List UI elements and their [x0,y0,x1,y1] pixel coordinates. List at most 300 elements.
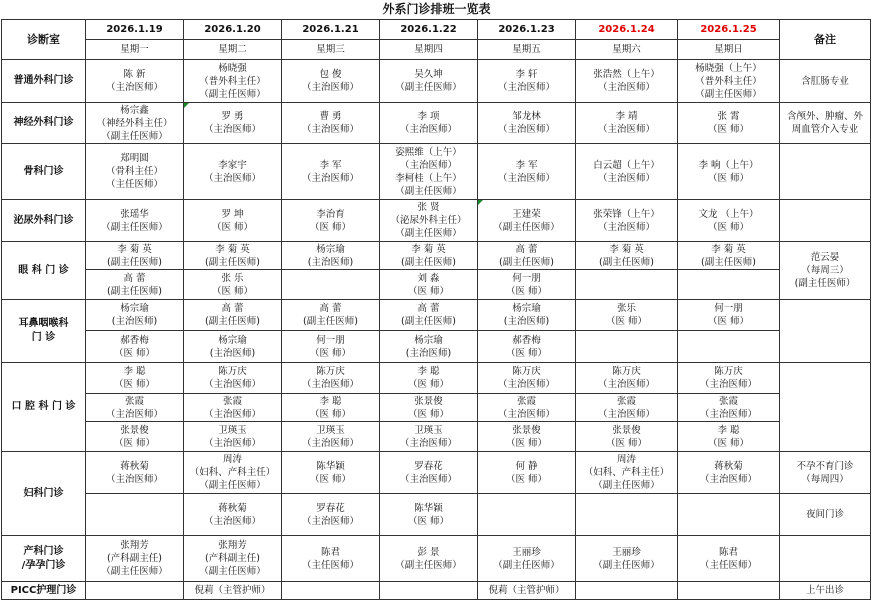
note-cell-line: 含肛肠专业 [801,75,849,87]
shift-cell-line: （医 师） [309,347,352,359]
department-name [2,363,86,452]
shift-cell [576,270,678,300]
shift-cell-line: 张瑶华 [120,208,149,220]
shift-cell [282,331,380,363]
shift-cell-line: （副主任医师） [593,559,660,571]
shift-cell-line: （医 师） [407,285,450,297]
shift-cell-line: （主治医师） [203,408,261,420]
shift-cell-line: 陈万庆 [512,366,541,377]
shift-cell [478,300,576,331]
shift-cell [678,422,780,452]
shift-cell [184,300,282,331]
shift-cell-line: 陈万庆 [218,366,247,377]
shift-cell-line: （医 师） [113,379,156,390]
shift-cell [86,582,184,600]
shift-cell-line: （医 师） [309,408,352,420]
shift-cell-line: （医 师） [707,437,750,449]
shift-cell [576,144,678,200]
shift-cell-line: (主治医师) [307,256,354,268]
note-cell-line: 范云晏 [810,252,840,263]
note-cell [780,582,871,600]
shift-cell-line: （主治医师） [597,379,655,390]
department-name-line: 泌尿外科门诊 [13,214,74,226]
shift-cell-line: （主治医师） [497,172,555,184]
shift-cell [678,200,780,242]
weekday-header: 星期日 [678,40,780,60]
shift-cell-line: (副主任医师) [401,316,456,327]
shift-cell-line: （副主任医师） [593,480,660,491]
shift-cell-line: （主治医师） [699,379,757,390]
shift-cell-line: 蒋秋菊 [714,460,743,472]
shift-cell-line: 罗 勇 [221,111,244,122]
shift-cell [478,536,576,582]
shift-cell-line: （副主任医师） [199,480,266,491]
shift-cell [478,200,576,242]
shift-cell-line: 何一朋 [512,272,541,284]
shift-cell-line: （副主任医师） [493,559,560,571]
shift-cell-line: 罗春花 [316,502,345,514]
date-header: 2026.1.20 [184,20,282,40]
shift-cell [86,103,184,144]
shift-cell-line: 李 响（上午） [698,159,759,171]
shift-cell [478,422,576,452]
date-header: 2026.1.21 [282,20,380,40]
shift-cell-line: 李 菊 英 [609,243,644,255]
shift-cell [86,60,184,103]
shift-cell [576,536,678,582]
shift-cell [282,422,380,452]
shift-cell-line: 高 蕾 [319,303,342,314]
shift-cell-line: 高 蕾 [515,243,538,255]
department-name-line: 眼 科 门 诊 [18,264,69,276]
shift-cell-line: （主治医师） [597,408,655,420]
shift-cell-line: （医 师） [605,316,648,327]
note-cell [780,60,871,103]
shift-cell-line: 文龙 （上午） [698,208,759,220]
department-name-line: 骨科门诊 [23,165,64,177]
shift-cell-line: （主治医师） [203,124,261,135]
table-row [2,582,871,600]
shift-cell-line: 陈 新 [123,69,146,80]
shift-cell-line: （妇科、产科主任） [189,467,276,478]
shift-cell-line: 张浩然（上午） [593,69,660,80]
shift-cell-line: （医 师） [707,316,750,327]
shift-cell [86,452,184,494]
shift-cell [380,394,478,422]
shift-cell-line: （主治医师） [105,473,163,485]
shift-cell [576,452,678,494]
shift-cell [86,270,184,300]
shift-cell [576,242,678,270]
note-cell-line: 不孕不育门诊 [796,460,854,472]
shift-cell [678,103,780,144]
shift-cell-line: 李 轩 [515,69,538,80]
shift-cell-line: 陈万庆 [714,366,743,377]
note-cell [780,103,871,144]
shift-cell-line: 周涛 [222,454,242,465]
shift-cell-line: （主治医师） [597,124,655,135]
shift-cell-line: 杨晓强（上午） [695,62,762,74]
shift-cell-line: （副主任医师） [395,185,462,197]
shift-cell-line: （副主任医师） [395,82,462,93]
shift-cell [576,60,678,103]
shift-cell [576,363,678,394]
shift-cell-line: 张霞 [124,395,144,407]
shift-cell [678,331,780,363]
page-title: 外系门诊排班一览表 [382,2,491,16]
shift-cell-line: （主治医师） [203,515,261,527]
shift-cell-line: (主治医师) [209,347,256,359]
shift-cell-line: (产科副主任) [107,553,162,564]
shift-cell [184,200,282,242]
shift-cell-line: （医 师） [309,221,352,233]
shift-cell-line: 李 聪 [123,366,146,377]
shift-cell-line: 何 静 [515,460,538,472]
shift-cell-line: 张景俊 [512,424,541,436]
shift-cell [678,270,780,300]
shift-cell-line: （医 师） [113,437,156,449]
shift-cell-line: 杨宗鑫 [120,104,149,116]
shift-cell-line: （主治医师） [301,437,359,449]
shift-cell-line: 张荣锋（上午） [593,208,660,220]
shift-cell [678,536,780,582]
shift-cell-line: 刘 淼 [417,272,440,284]
shift-cell-line: （主治医师） [105,82,163,93]
shift-cell-line: （主治医师） [203,172,261,184]
note-cell-line: 上午出诊 [805,585,844,596]
shift-cell-line: (副主任医师) [205,316,260,327]
shift-cell [86,363,184,394]
shift-cell-line: 杨宗瑜 [512,303,541,314]
shift-cell [184,536,282,582]
shift-cell [282,200,380,242]
shift-cell-line: 李 军 [319,159,342,171]
shift-cell [576,582,678,600]
shift-cell [576,300,678,331]
shift-cell [678,144,780,200]
weekday-header: 星期六 [576,40,678,60]
shift-cell-line: （主治医师） [497,408,555,420]
table-row [2,394,871,422]
shift-cell [478,242,576,270]
shift-cell [282,103,380,144]
shift-cell [184,494,282,536]
note-cell [780,363,871,452]
shift-cell [478,60,576,103]
shift-cell-line: 高 蕾 [417,303,440,314]
shift-cell [380,144,478,200]
table-row [2,452,871,494]
note-cell [780,452,871,494]
shift-cell-line: (主治医师) [405,347,452,359]
table-row [2,60,871,103]
shift-cell-line: 王丽珍 [612,546,641,558]
shift-cell-line: （副主任医师） [493,221,560,233]
shift-cell-line: 吴久坤 [414,69,443,80]
shift-cell-line: 张景俊 [612,424,641,436]
shift-cell [576,200,678,242]
shift-cell [678,363,780,394]
shift-cell-line: （医 师） [505,437,548,449]
shift-cell [282,536,380,582]
shift-cell-line: （主治医师） [399,124,457,135]
shift-cell-line: 陈君 [718,546,738,558]
table-row [2,242,871,270]
shift-cell-line: 倪莉（主管护师） [488,585,565,596]
department-name [2,200,86,242]
shift-cell [184,103,282,144]
note-cell-line: （每周三） [801,265,849,276]
shift-cell [380,494,478,536]
shift-cell-line: （副主任医师） [101,130,168,142]
shift-cell-line: 王丽珍 [512,546,541,558]
date-header: 2026.1.24 [576,20,678,40]
shift-cell-line: 杨宗瑜 [218,334,247,346]
date-header: 2026.1.23 [478,20,576,40]
shift-cell [184,144,282,200]
shift-cell-line: 杨宗瑜 [414,334,443,346]
shift-cell-line: 李 菊 英 [711,243,746,255]
shift-cell [478,103,576,144]
shift-cell [184,363,282,394]
shift-cell [86,200,184,242]
department-name [2,60,86,103]
shift-cell-line: 李 聪 [417,366,440,377]
shift-cell [678,300,780,331]
shift-cell-line: 李柯桂（上午） [395,172,462,184]
schedule-body [2,20,871,600]
shift-cell-line: （主治医师） [105,408,163,420]
schedule-table [1,19,871,600]
shift-cell [380,452,478,494]
department-name [2,582,86,600]
shift-cell-line: （副主任医师） [199,88,266,100]
shift-cell-line: 李家宇 [218,159,247,171]
department-name-line: 普通外科门诊 [13,75,74,86]
shift-cell-line: 陈君 [320,546,340,558]
department-name [2,300,86,363]
shift-cell-line: （医 师） [707,221,750,233]
header-row-dates [2,20,871,40]
shift-cell [380,536,478,582]
shift-cell [282,582,380,600]
shift-cell-line: 周涛 [616,454,636,465]
shift-cell-line: 邹龙林 [512,111,541,122]
shift-cell-line: （医 师） [505,347,548,359]
shift-cell-line: （主治医师） [497,379,555,390]
shift-cell-line: （医 师） [113,347,156,359]
note-cell [780,200,871,242]
shift-cell [380,422,478,452]
shift-cell-line: （骨科主任） [105,166,163,177]
shift-cell-line: 张乐 [616,303,636,314]
shift-cell-line: 张霞 [516,395,536,407]
shift-cell-line: 何一朋 [316,334,345,346]
department-name [2,103,86,144]
department-name-line: /孕孕门诊 [21,559,66,571]
shift-cell-line: （主治医师） [301,124,359,135]
department-name [2,242,86,300]
shift-cell-line: （医 师） [211,221,254,233]
shift-cell-line: （主治医师） [699,408,757,420]
date-header: 2026.1.19 [86,20,184,40]
shift-cell-line: （主任医师） [301,559,359,571]
shift-cell [282,144,380,200]
shift-cell-line: 陈华颖 [414,502,443,514]
shift-cell-line: （副主任医师） [695,88,762,100]
shift-cell [184,270,282,300]
department-name-line: 门 诊 [31,332,56,343]
shift-cell-line: （副主任医师） [395,559,462,571]
shift-cell-line: （普外科主任） [199,75,266,87]
shift-cell-line: （医 师） [707,172,750,184]
shift-cell-line: 张翔芳 [218,540,247,551]
shift-cell [478,331,576,363]
shift-cell-line: 卫瑛玉 [316,424,345,436]
shift-cell-line: （副主任医师） [395,228,462,239]
shift-cell [478,494,576,536]
shift-cell-line: 李 靖 [615,111,638,122]
shift-cell-line: 张霞 [616,395,636,407]
shift-cell-line: （医 师） [605,437,648,449]
shift-cell [678,494,780,536]
department-name-line: PICC护理门诊 [10,584,77,596]
shift-cell [184,452,282,494]
shift-cell [86,242,184,270]
shift-cell-line: 彭 景 [417,546,440,558]
shift-cell [184,422,282,452]
department-name [2,536,86,582]
shift-cell-line: 蒋秋菊 [120,460,149,472]
shift-cell-line: 杨宗瑜 [316,243,345,255]
shift-cell [478,452,576,494]
shift-cell [282,363,380,394]
shift-cell-line: （医 师） [707,124,750,135]
shift-cell-line: 曹 勇 [319,111,342,122]
header-row-weekdays [2,40,871,60]
shift-cell [478,144,576,200]
department-name-line: 产科门诊 [23,545,64,557]
shift-cell-line: 张景俊 [120,424,149,436]
weekday-header: 星期五 [478,40,576,60]
shift-cell [184,242,282,270]
shift-cell [86,536,184,582]
shift-cell-line: 罗 坤 [221,208,244,220]
shift-cell-line: (副主任医师) [107,256,162,268]
shift-cell-line: （主治医师） [399,437,457,449]
shift-cell [86,422,184,452]
shift-cell [282,494,380,536]
department-name-line: 妇科门诊 [23,487,64,499]
shift-cell-line: （妇科、产科主任） [583,467,670,478]
shift-cell-line: （医 师） [407,515,450,527]
shift-cell-line: （主治医师） [203,437,261,449]
department-name [2,452,86,536]
shift-cell-line: (副主任医师) [303,316,358,327]
date-header: 2026.1.25 [678,20,780,40]
shift-cell-line: 杨宗瑜 [120,303,149,314]
shift-cell [282,60,380,103]
shift-cell-line: (主治医师) [503,316,550,327]
shift-cell-line: （主治医师） [497,124,555,135]
note-cell [780,300,871,363]
table-row [2,536,871,582]
note-cell-line: 夜间门诊 [805,509,844,520]
shift-cell-line: 高 蕾 [221,303,244,314]
weekday-header: 星期三 [282,40,380,60]
shift-cell-line: 李治育 [316,208,345,220]
department-name [2,144,86,200]
note-cell [780,536,871,582]
table-row [2,270,871,300]
table-row [2,300,871,331]
shift-cell-line: 蒋秋菊 [218,502,247,514]
shift-cell [380,200,478,242]
shift-cell-line: (副主任医师) [499,256,554,268]
shift-cell [184,331,282,363]
shift-cell-line: 高 蕾 [123,272,146,284]
shift-cell [678,582,780,600]
shift-cell [86,494,184,536]
shift-cell-line: （主治医师） [203,379,261,390]
shift-cell-line: 王建荣 [512,208,541,220]
shift-cell-line: 李 聪 [717,424,740,436]
shift-cell-line: (副主任医师) [701,256,756,268]
shift-cell [380,331,478,363]
shift-cell-line: （主治医师） [597,221,655,233]
shift-cell [86,144,184,200]
shift-cell [282,242,380,270]
shift-cell [380,270,478,300]
corner-label: 诊断室 [2,20,86,60]
shift-cell-line: 张 贤 [417,202,440,213]
shift-cell [282,300,380,331]
shift-cell [184,582,282,600]
shift-cell-line: 李 军 [515,159,538,171]
shift-cell [576,394,678,422]
shift-cell-line: 李 菊 英 [117,243,152,255]
shift-cell-line: （副主任医师） [101,566,168,577]
note-cell-line: 周血管介入专业 [791,124,859,135]
shift-cell-line: 罗春花 [414,460,443,472]
shift-cell-line: （主治医师） [301,379,359,390]
shift-cell [380,60,478,103]
shift-cell [282,452,380,494]
shift-cell [380,582,478,600]
weekday-header: 星期一 [86,40,184,60]
note-cell [780,242,871,300]
shift-cell [380,300,478,331]
note-cell [780,494,871,536]
shift-cell [282,270,380,300]
note-cell [780,144,871,200]
shift-cell-line: （普外科主任） [695,75,762,87]
shift-cell-line: （主治医师） [597,82,655,93]
table-row [2,494,871,536]
shift-cell-line: (副主任医师) [107,285,162,297]
shift-cell-line: 李 菊 英 [411,243,446,255]
shift-cell-line: 包 俊 [319,69,342,80]
shift-cell-line: （主治医师） [301,172,359,184]
shift-cell [86,394,184,422]
shift-cell-line: 张霞 [222,395,242,407]
shift-cell-line: （副主任医师） [199,566,266,577]
shift-cell [678,394,780,422]
shift-cell-line: (副主任医师) [401,256,456,268]
table-row [2,331,871,363]
shift-cell-line: （医 师） [505,285,548,297]
table-row [2,103,871,144]
